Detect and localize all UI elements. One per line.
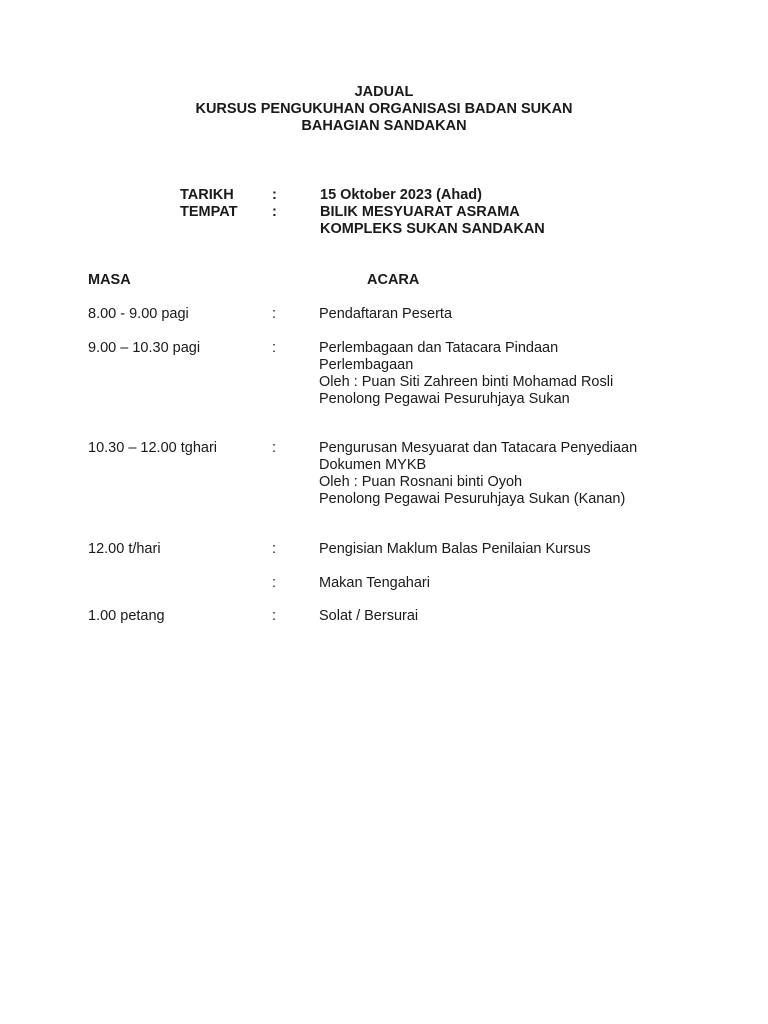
- schedule-time: 1.00 petang: [88, 608, 165, 624]
- schedule-colon: :: [272, 340, 277, 356]
- schedule-event-line: Makan Tengahari: [319, 575, 430, 591]
- title-line-3: BAHAGIAN SANDAKAN: [301, 118, 467, 134]
- schedule-colon: :: [272, 541, 277, 557]
- schedule-event-line: Perlembagaan dan Tatacara Pindaan: [319, 340, 559, 356]
- title-line-1: JADUAL: [354, 84, 414, 100]
- schedule-event: [319, 541, 591, 558]
- tempat-value-line-1: BILIK MESYUARAT ASRAMA: [320, 204, 520, 220]
- schedule-time: 8.00 - 9.00 pagi: [88, 306, 189, 322]
- schedule-event: [319, 306, 452, 323]
- schedule-colon: :: [272, 440, 277, 456]
- schedule-colon: :: [272, 608, 277, 624]
- schedule-time: 12.00 t/hari: [88, 541, 161, 557]
- schedule-event-line: Oleh : Puan Siti Zahreen binti Mohamad Rosli: [319, 374, 614, 390]
- schedule-colon: :: [272, 306, 277, 322]
- schedule-event-line: Dokumen MYKB: [319, 457, 427, 473]
- title-line-2: KURSUS PENGUKUHAN ORGANISASI BADAN SUKAN: [195, 101, 573, 117]
- schedule-event-line: Penolong Pegawai Pesuruhjaya Sukan (Kanan): [319, 491, 626, 507]
- schedule-event: [319, 575, 430, 592]
- schedule-event-line: Penolong Pegawai Pesuruhjaya Sukan: [319, 391, 570, 407]
- tarikh-value: 15 Oktober 2023 (Ahad): [320, 187, 482, 203]
- schedule-colon: :: [272, 575, 277, 591]
- schedule-event: [319, 608, 418, 625]
- tarikh-colon: :: [272, 187, 277, 203]
- document-title: [0, 84, 768, 135]
- schedule-event: [319, 340, 613, 408]
- tempat-colon: :: [272, 204, 277, 220]
- schedule-event-line: Pendaftaran Peserta: [319, 306, 453, 322]
- schedule-event-line: Pengurusan Mesyuarat dan Tatacara Penyediaan: [319, 440, 638, 456]
- schedule-event-line: Solat / Bersurai: [319, 608, 419, 624]
- tempat-label: TEMPAT: [180, 204, 238, 220]
- schedule-event-line: Pengisian Maklum Balas Penilaian Kursus: [319, 541, 591, 557]
- acara-header: ACARA: [367, 272, 420, 288]
- schedule-time: 9.00 – 10.30 pagi: [88, 340, 201, 356]
- masa-header: MASA: [88, 272, 131, 288]
- schedule-time: 10.30 – 12.00 tghari: [88, 440, 217, 456]
- schedule-event-line: Oleh : Puan Rosnani binti Oyoh: [319, 474, 523, 490]
- schedule-event: [319, 440, 637, 508]
- tempat-value-line-2: KOMPLEKS SUKAN SANDAKAN: [320, 221, 545, 237]
- schedule-event-line: Perlembagaan: [319, 357, 414, 373]
- tarikh-label: TARIKH: [180, 187, 234, 203]
